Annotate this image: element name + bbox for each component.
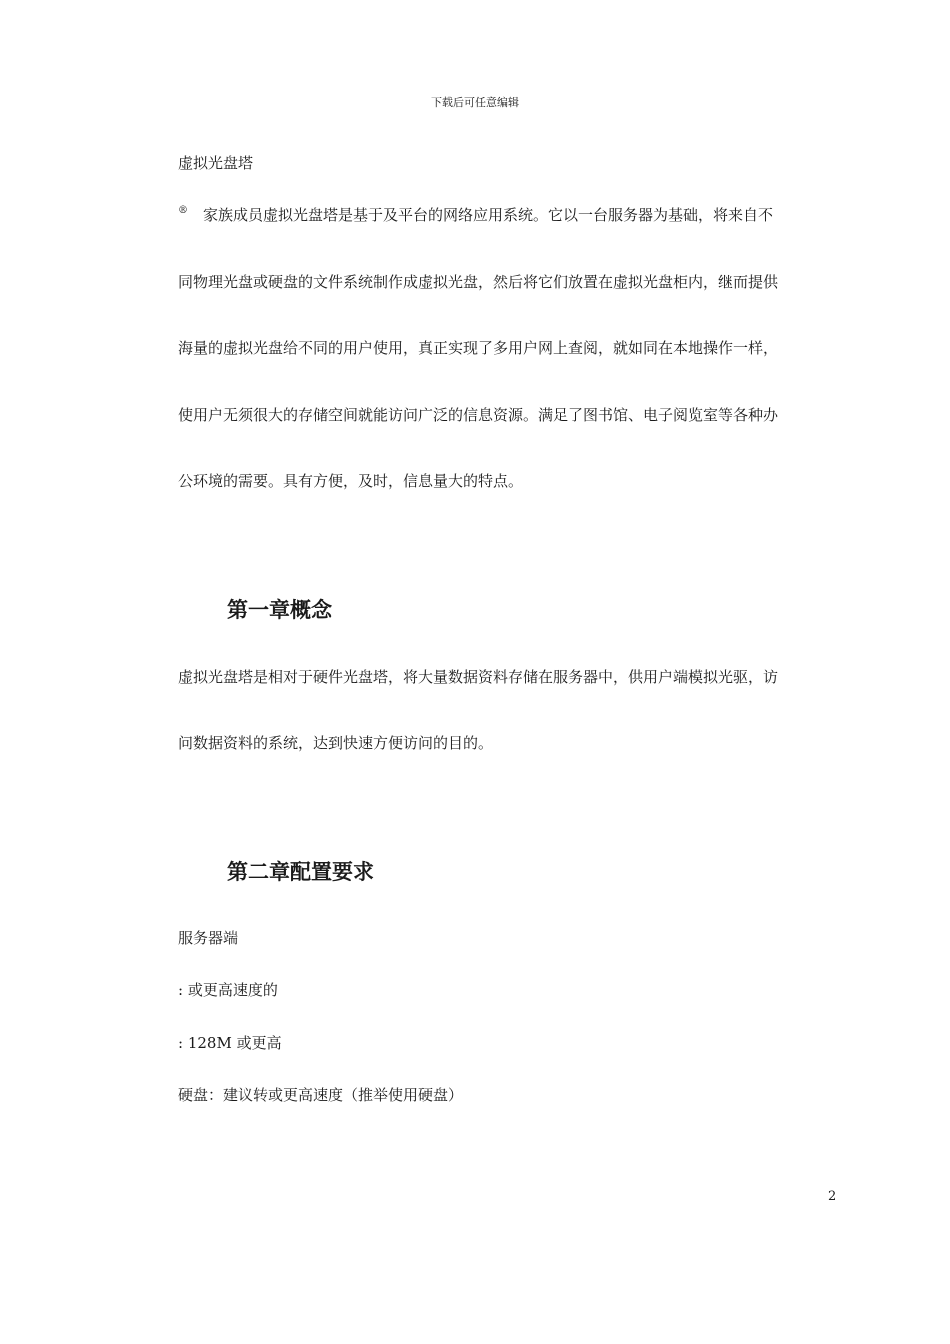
requirement-item: : 或更高速度的 (178, 981, 278, 999)
document-title: 虚拟光盘塔 (178, 154, 254, 172)
intro-line-1: 家族成员虚拟光盘塔是基于及平台的网络应用系统。它以一台服务器为基础，将来自不 (203, 206, 774, 224)
requirement-item: : 128M 或更高 (178, 1034, 282, 1052)
chapter-1-line-1: 虚拟光盘塔是相对于硬件光盘塔，将大量数据资料存储在服务器中，供用户端模拟光驱，访 (178, 668, 779, 686)
page-header: 下载后可任意编辑 (431, 96, 519, 109)
intro-line-5: 公环境的需要。具有方便，及时，信息量大的特点。 (178, 472, 524, 490)
chapter-1-line-2: 问数据资料的系统，达到快速方便访问的目的。 (178, 734, 494, 752)
intro-line-3: 海量的虚拟光盘给不同的用户使用，真正实现了多用户网上查阅，就如同在本地操作一样， (178, 339, 779, 357)
intro-line-4: 使用户无须很大的存储空间就能访问广泛的信息资源。满足了图书馆、电子阅览室等各种办 (178, 406, 779, 424)
intro-line-2: 同物理光盘或硬盘的文件系统制作成虚拟光盘，然后将它们放置在虚拟光盘柜内，继而提供 (178, 273, 779, 291)
chapter-2-heading: 第二章配置要求 (227, 859, 374, 884)
registered-symbol: ® (178, 205, 188, 216)
requirement-item: 服务器端 (178, 929, 239, 947)
requirement-item: 硬盘：建议转或更高速度（推举使用硬盘） (178, 1086, 464, 1104)
page-number: 2 (828, 1189, 837, 1204)
chapter-1-heading: 第一章概念 (227, 597, 332, 622)
